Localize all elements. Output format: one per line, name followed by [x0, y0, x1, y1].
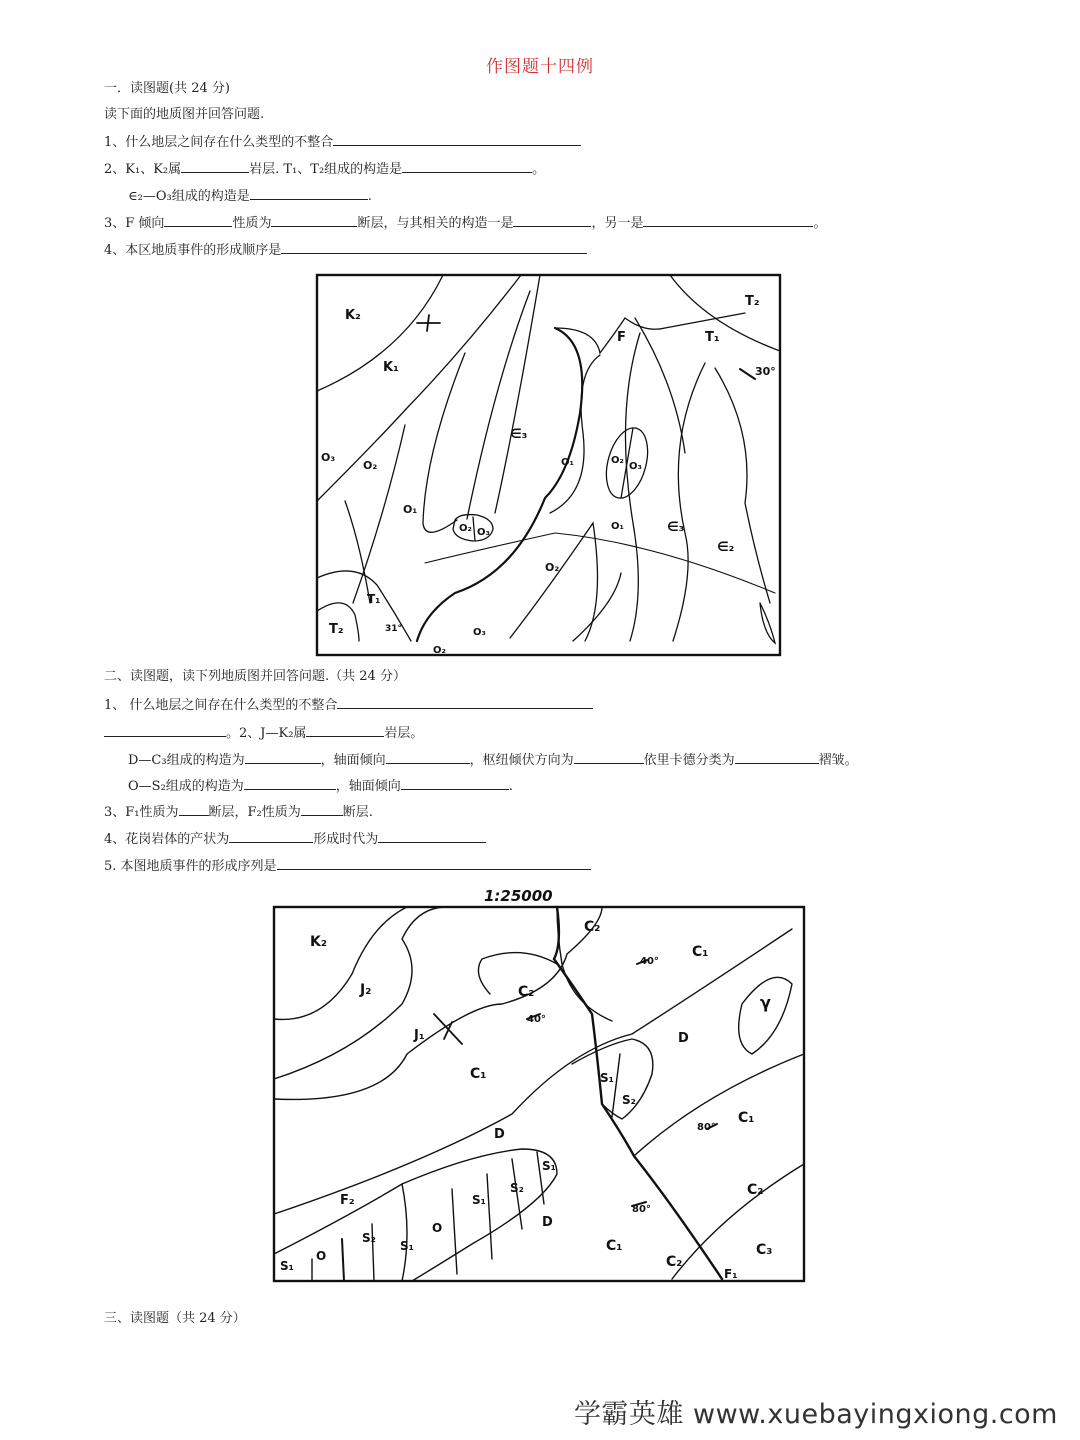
map1-label-o3-bot: O₃: [473, 627, 486, 638]
map1-label-k2: K₂: [345, 308, 361, 323]
map2-contact-s-o-2: [487, 1174, 492, 1259]
map2-label-f1: F₁: [724, 1267, 738, 1281]
map1-label-dip-bot: 31°: [385, 624, 403, 634]
map2-contact-s1-s2-axis: [612, 1054, 620, 1117]
answer-blank[interactable]: [401, 777, 509, 790]
section1-intro: 读下面的地质图并回答问题.: [104, 107, 265, 122]
anticline-symbol: [417, 315, 440, 331]
map1-contact-o1: [423, 353, 465, 532]
map1-label-o1-mid: O₁: [561, 457, 574, 468]
map2-label-j2: J₂: [360, 982, 372, 998]
s2-q2-text-h: O—S₂组成的构造为: [128, 779, 244, 794]
map1-label-t2-bot: T₂: [329, 622, 344, 637]
answer-blank[interactable]: [378, 830, 486, 843]
answer-blank[interactable]: [513, 214, 591, 227]
map1-label-e2-right: ∈₂: [717, 540, 735, 555]
answer-blank[interactable]: [164, 214, 232, 227]
answer-blank[interactable]: [250, 187, 368, 200]
s2-q4-text-a: 4、花岗岩体的产状为: [104, 832, 230, 847]
map2-scale: 1:25000: [484, 887, 553, 905]
s1-q1-text: 1、什么地层之间存在什么类型的不整合: [104, 135, 334, 150]
map2-label-s2-c: S₂: [362, 1231, 376, 1245]
section3-heading: 三、读图题（共 24 分）: [104, 1311, 246, 1326]
answer-blank[interactable]: [179, 803, 209, 816]
map1-label-f: F: [617, 330, 626, 345]
map1-contact-o2-o1: [353, 425, 405, 603]
map1-label-o2-lower: O₂: [545, 561, 560, 574]
s1-q3-text-e: 。: [813, 216, 827, 231]
map2-label-s2-a: S₂: [622, 1093, 636, 1107]
map1-label-o3-left: O₃: [321, 451, 336, 464]
map2-label-c2-bottom: C₂: [666, 1254, 683, 1270]
map2-label-s2-b: S₂: [510, 1181, 524, 1195]
answer-blank[interactable]: [301, 803, 343, 816]
geologic-map-2: [272, 884, 808, 1284]
s1-q3-text-c: 断层，与其相关的构造一是: [357, 216, 514, 231]
map2-label-s1-a: S₁: [600, 1071, 614, 1085]
map1-label-o3-small: O₃: [477, 527, 490, 538]
map2-label-d-right: D: [678, 1031, 689, 1046]
map2-label-c2-mid: C₂: [518, 984, 535, 1000]
map2-contact-s-o-4: [342, 1239, 344, 1281]
map2-label-dip40-a: 40°: [640, 956, 659, 967]
map2-contact-c1-d: [274, 929, 792, 1214]
answer-blank[interactable]: [277, 857, 591, 870]
s2-question-5: [104, 857, 591, 876]
s2-q2-text-j: .: [508, 779, 513, 794]
s2-question-4: [104, 830, 486, 849]
s2-question-3: [104, 803, 373, 822]
map2-label-s1-e: S₁: [280, 1259, 294, 1273]
map2-contact-k2-j2: [274, 907, 407, 1019]
answer-blank[interactable]: [333, 133, 581, 146]
s2-question-2-fold: [128, 751, 858, 770]
answer-blank[interactable]: [244, 777, 336, 790]
section2-heading: 二、读图题，读下列地质图并回答问题.（共 24 分）: [104, 669, 406, 684]
answer-blank[interactable]: [643, 214, 813, 227]
map2-label-o-b: O: [316, 1249, 327, 1263]
answer-blank[interactable]: [245, 751, 321, 764]
map2-label-k2: K₂: [310, 934, 327, 950]
s2-q3-text-a: 3、F₁性质为: [104, 805, 179, 820]
answer-blank[interactable]: [281, 241, 587, 254]
s2-question-1: [104, 696, 593, 715]
s2-q4-text-b: 形成时代为: [313, 832, 379, 847]
s2-q2-text-g: 褶皱。: [818, 753, 858, 768]
s2-q2-text-f: 依里卡德分类为: [643, 753, 735, 768]
map1-label-t1-bot: T₁: [367, 592, 381, 606]
answer-blank[interactable]: [574, 751, 644, 764]
map2-label-c1-right: C₁: [738, 1110, 755, 1126]
map2-contact-f2-fault: [402, 1184, 407, 1281]
s2-q2-text-i: ，轴面倾向: [335, 779, 401, 794]
map1-label-k1: K₁: [383, 360, 399, 375]
s2-q2-text-a: 。2、J—K₂属: [226, 726, 307, 741]
s1-q3-text-d: ，另一是: [591, 216, 644, 231]
strike-dip-symbol: [740, 369, 755, 379]
map2-contact-d-c1: [634, 1054, 804, 1156]
section1-heading: 一．读图题(共 24 分): [104, 81, 230, 96]
map2-contact-c1-c2: [672, 1164, 804, 1279]
map2-label-dip80-a: 80°: [697, 1122, 716, 1133]
s1-q3-text-a: 3、F 倾向: [104, 216, 165, 231]
s2-q2-text-d: ，轴面倾向: [320, 753, 386, 768]
answer-blank[interactable]: [181, 160, 249, 173]
map1-label-o1-right: O₁: [611, 521, 624, 532]
page-title: 作图题十四例: [486, 57, 594, 77]
map1-label-e3-right: ∈₃: [667, 520, 685, 535]
map2-label-d-bottom: D: [542, 1215, 553, 1230]
answer-blank[interactable]: [386, 751, 470, 764]
granite-body: [739, 977, 792, 1054]
map2-label-s1-b: S₁: [542, 1159, 556, 1173]
s2-q3-text-c: 断层.: [342, 805, 373, 820]
map1-label-o2-left: O₂: [363, 459, 378, 472]
s1-question-1: [104, 133, 581, 152]
map1-ellipse-left-axis: [473, 517, 475, 541]
map1-contact-e3: [467, 291, 530, 519]
s2-q3-text-b: 断层，F₂性质为: [208, 805, 301, 820]
s1-question-2-cont: [128, 187, 372, 206]
answer-blank[interactable]: [306, 724, 384, 737]
answer-blank[interactable]: [104, 724, 226, 737]
map2-contact-s-o-1: [452, 1189, 457, 1274]
answer-blank[interactable]: [271, 214, 357, 227]
map2-label-c1-left: C₁: [470, 1066, 487, 1082]
s2-q2-text-c: D—C₃组成的构造为: [128, 753, 245, 768]
map1-label-o2-ellipse: O₂: [611, 455, 624, 466]
s1-question-4: [104, 241, 587, 260]
s1-q2-text-d: ∈₂—O₃组成的构造是: [128, 189, 250, 204]
s1-question-3: [104, 214, 827, 233]
s2-q2-text-b: 岩层。: [384, 726, 424, 741]
syncline-symbol: [434, 1014, 462, 1044]
map1-label-o3-ellipse: O₃: [629, 461, 642, 472]
map1-contact-e2-right: [715, 368, 770, 603]
map2-label-dip80-b: 80°: [632, 1204, 651, 1215]
map1-label-o2-bot: O₂: [433, 645, 446, 656]
map1-label-o1-left: O₁: [403, 503, 418, 516]
map1-label-o2-small: O₂: [459, 523, 472, 534]
map1-label-t1-top: T₁: [705, 330, 720, 345]
map1-contact-k2-k1: [317, 275, 443, 391]
map2-label-d-left: D: [494, 1127, 505, 1142]
map2-label-j1: J₁: [414, 1028, 425, 1043]
map1-contact-e3-right: [673, 363, 705, 641]
s2-question-2-os: [128, 777, 513, 796]
geologic-map-1: [315, 273, 782, 658]
s2-q2-text-e: ，枢纽倾伏方向为: [469, 753, 574, 768]
map1-small-body: [760, 603, 775, 643]
s2-q5-text: 5. 本图地质事件的形成序列是: [104, 859, 277, 874]
map1-label-t2-top: T₂: [745, 294, 760, 309]
map2-label-o-a: O: [432, 1221, 443, 1235]
map2-label-s1-c: S₁: [472, 1193, 486, 1207]
map1-contact-e3-b: [495, 275, 540, 513]
answer-blank[interactable]: [337, 696, 593, 709]
fault-line-f: [417, 328, 582, 641]
s2-q1-text: 1、 什么地层之间存在什么类型的不整合: [104, 698, 338, 713]
s1-q2-text-a: 2、K₁、K₂属: [104, 162, 182, 177]
answer-blank[interactable]: [402, 160, 532, 173]
map2-label-dip40-b: 40°: [527, 1014, 546, 1025]
map2-label-c3: C₃: [756, 1242, 773, 1258]
s1-question-2: [104, 160, 545, 179]
map2-frame: [274, 907, 804, 1281]
map2-label-c1-top: C₁: [692, 944, 709, 960]
answer-blank[interactable]: [229, 830, 313, 843]
s1-q2-text-b: 岩层. T₁、T₂组成的构造是: [249, 162, 403, 177]
map2-label-s1-d: S₁: [400, 1239, 414, 1253]
s1-q3-text-b: 性质为: [232, 216, 272, 231]
map2-label-c2-top: C₂: [584, 919, 601, 935]
answer-blank[interactable]: [735, 751, 819, 764]
map1-contact-o3-o2: [345, 501, 370, 603]
s2-question-2: [104, 724, 423, 743]
s1-q2-text-e: .: [367, 189, 372, 204]
map2-label-c2-right: C₂: [747, 1182, 764, 1198]
s1-q4-text: 4、本区地质事件的形成顺序是: [104, 243, 282, 258]
footer-watermark: 学霸英雄 www.xuebayingxiong.com: [573, 1399, 1058, 1430]
map1-label-e3-main: ∈₃: [510, 427, 528, 442]
map2-label-c1-bottom: C₁: [606, 1238, 623, 1254]
s1-q2-text-c: 。: [532, 162, 546, 177]
map2-label-gamma: γ: [760, 993, 771, 1012]
map1-contact-t2-t1: [670, 275, 780, 351]
map1-label-dip: 30°: [755, 365, 776, 378]
map2-label-f2: F₂: [340, 1193, 355, 1208]
map1-contact-o1-right: [625, 333, 640, 641]
